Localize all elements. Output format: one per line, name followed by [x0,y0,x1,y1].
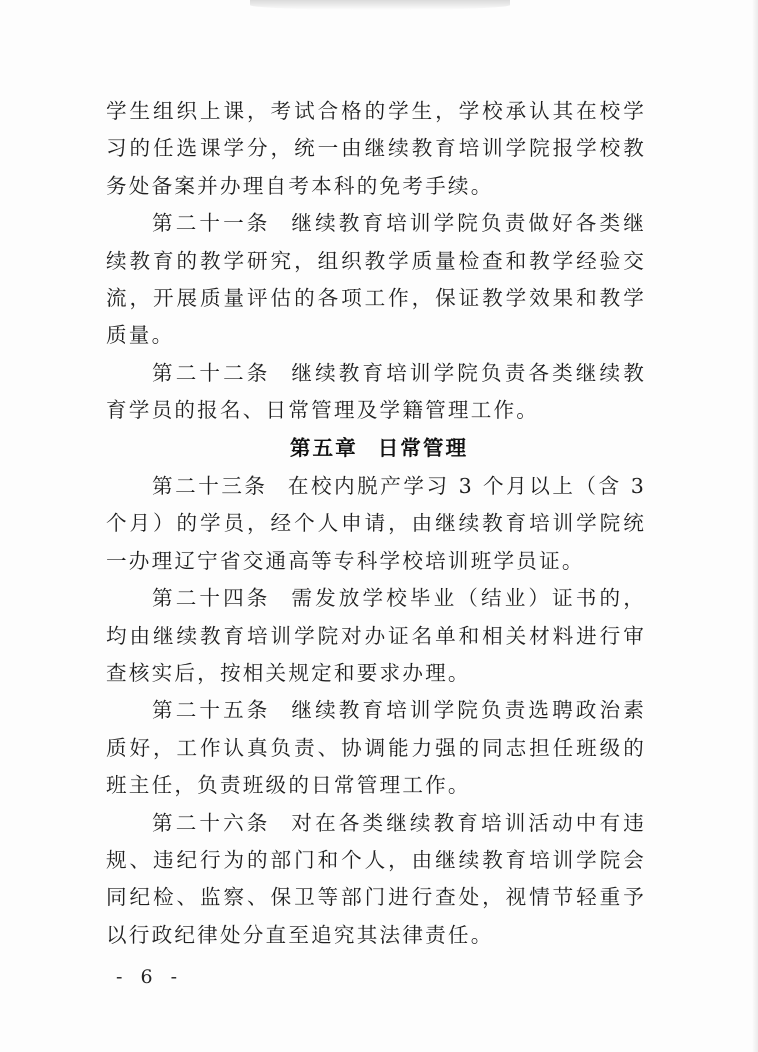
article-26 [106,805,646,955]
article-26-number: 第二十六条 [152,810,271,835]
article-23-number: 第二十三条 [152,474,268,498]
chapter-heading [0,433,758,463]
article-24-text: 需发放学校毕业（结业）证书的，均由继续教育培训学院对办证名单和相关材料进行审查核实后，按相关规定和要求办理。 [106,586,646,686]
article-23 [106,468,646,580]
article-21-number: 第二十一条 [152,211,271,236]
article-22 [106,355,646,430]
article-21 [106,205,646,355]
article-23-text: 在校内脱产学习 3 个月以上（含 3 个月）的学员，经个人申请，由继续教育培训学院统一办理辽宁省交通高等专科学校培训班学员证。 [106,474,646,573]
page-number: - 6 - [116,966,184,988]
article-24-number: 第二十四条 [152,586,271,611]
article-26-text: 对在各类继续教育培训活动中有违规、违纪行为的部门和个人，由继续教育培训学院会同纪检、监察、保卫等部门进行查处，视情节轻重予以行政纪律处分直至追究其法律责任。 [106,810,646,947]
upper-text-block [106,93,646,430]
article-25-number: 第二十五条 [152,698,271,723]
chapter-title: 日常管理 [377,436,469,460]
article-22-text: 继续教育培训学院负责各类继续教育学员的报名、日常管理及学籍管理工作。 [106,360,646,423]
opening-paragraph: 学生组织上课，考试合格的学生，学校承认其在校学习的任选课学分，统一由继续教育培训学院报学校教务处备案并办理自考本科的免考手续。 [106,99,646,198]
article-22-number: 第二十二条 [152,360,271,385]
article-25 [106,692,646,804]
lower-text-block [106,468,646,954]
chapter-number: 第五章 [289,436,358,460]
article-25-text: 继续教育培训学院负责选聘政治素质好，工作认真负责、协调能力强的同志担任班级的班主任，负责班级的日常管理工作。 [106,698,646,798]
scan-shadow-top [250,0,510,10]
article-24 [106,580,646,692]
scan-shadow-right [752,0,758,1052]
article-21-text: 继续教育培训学院负责做好各类继续教育的教学研究，组织教学质量检查和教学经验交流，开展质量评估的各项工作，保证教学效果和教学质量。 [106,211,646,348]
